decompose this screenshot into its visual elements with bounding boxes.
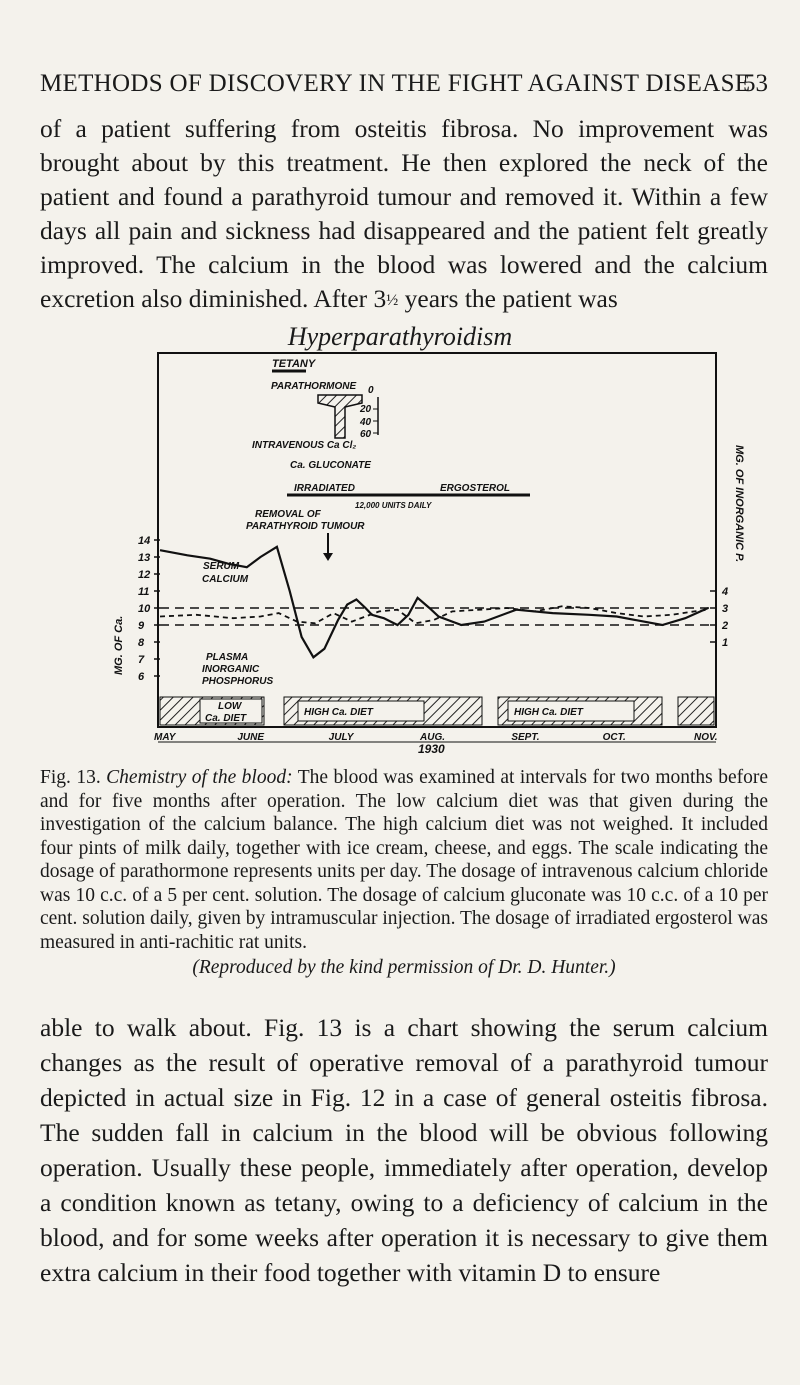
low-diet-label-2: Ca. DIET — [205, 713, 247, 724]
x-axis-month-label: JUNE — [237, 732, 265, 743]
caption-fig-label: Fig. 13. — [40, 767, 101, 788]
intravenous-label: INTRAVENOUS Ca Cl₂ — [252, 440, 357, 451]
right-axis-tick-label: 3 — [722, 603, 729, 615]
caption-fig-title: Chemistry of the blood: — [106, 767, 293, 788]
right-axis-tick-label: 2 — [722, 620, 729, 632]
left-axis-tick-label: 8 — [138, 637, 145, 649]
serum-label-1: SERUM — [203, 561, 240, 572]
paragraph-1 — [40, 112, 768, 318]
left-axis-tick-label: 11 — [138, 586, 150, 598]
tetany-label: TETANY — [272, 358, 316, 370]
left-axis-tick-label: 9 — [138, 620, 145, 632]
paragraph-1-text-b: years the patient was — [398, 284, 618, 313]
figure-title: Hyperparathyroidism — [287, 322, 513, 351]
page-header — [40, 70, 768, 110]
plasma-label-1: PLASMA — [206, 652, 249, 663]
x-axis-month-label: AUG. — [420, 732, 445, 743]
right-axis-tick-label: 4 — [722, 586, 729, 598]
left-axis-label: MG. OF Ca. — [113, 615, 125, 675]
x-axis-month-label: SEPT. — [511, 732, 540, 743]
page-number: 53 — [743, 70, 768, 97]
running-title: METHODS OF DISCOVERY IN THE FIGHT AGAINST DISEASE — [40, 70, 751, 97]
paragraph-1-text-a: of a patient suffering from osteitis fibrosa. No improvement was brought about by this treatment. He then explored the neck of the patient and found a parathyroid tumour and removed it. Within a few days all pain and sickness had disappeared and the patient felt greatly improved. The calcium in the blood was lowered and the calcium excretion also diminished. After 3 — [40, 114, 768, 313]
ergosterol-label: ERGOSTEROL — [440, 483, 511, 494]
parathormone-label: PARATHORMONE — [271, 381, 357, 392]
right-axis-label: MG. OF INORGANIC P. — [733, 445, 745, 563]
x-axis-month-label: JULY — [328, 732, 354, 743]
parathormone-zero: 0 — [368, 385, 374, 396]
left-axis-tick-label: 7 — [138, 654, 145, 666]
chemistry-chart — [0, 345, 800, 765]
gluconate-label: Ca. GLUCONATE — [290, 460, 371, 471]
left-axis-tick-label: 10 — [138, 603, 151, 615]
high-diet-label-1: HIGH Ca. DIET — [304, 707, 373, 718]
parathormone-scale-20: 20 — [360, 404, 372, 415]
irradiated-label: IRRADIATED — [294, 483, 355, 494]
removal-label-1: REMOVAL OF — [255, 509, 321, 520]
plasma-label-2: INORGANIC — [202, 664, 260, 675]
units-daily-label: 12,000 UNITS DAILY — [355, 501, 432, 510]
paragraph-2: able to walk about. Fig. 13 is a chart showing the serum calcium changes as the result of operative removal of a parathyroid tumour depicted in actual size in Fig. 12 in a case of general osteitis fibrosa. The sudden fall in calcium in the blood will be obvious following operation. Usually these people, immediately after operation, develop a condition known as tetany, owing to a deficiency of calcium in the blood, and for some weeks after operation it is necessary to give them extra calcium in their food together with vitamin D to ensure — [40, 1013, 768, 1287]
caption-credit: (Reproduced by the kind permission of Dr. D. Hunter.) — [192, 957, 616, 978]
x-axis-month-label: NOV. — [694, 732, 718, 743]
removal-label-2: PARATHYROID TUMOUR — [246, 521, 365, 532]
figure-caption — [40, 766, 768, 980]
removal-arrowhead — [323, 553, 333, 561]
plasma-label-3: PHOSPHORUS — [202, 676, 274, 687]
low-diet-label-1: LOW — [218, 701, 242, 712]
plasma-phosphorus-line — [160, 606, 708, 623]
high-diet-bar-3 — [678, 697, 714, 725]
left-axis-tick-label: 14 — [138, 535, 151, 547]
parathormone-scale-60: 60 — [360, 429, 372, 440]
year-label: 1930 — [418, 742, 445, 756]
parathormone-scale-40: 40 — [360, 417, 372, 428]
high-diet-label-2: HIGH Ca. DIET — [514, 707, 583, 718]
parathormone-dose-shape — [318, 395, 362, 438]
left-axis-tick-label: 13 — [138, 552, 151, 564]
serum-label-2: CALCIUM — [202, 574, 249, 585]
caption-body: The blood was examined at intervals for two months before and for five months after operation. The low calcium diet was that given during the investigation of the calcium balance. The high calcium diet was not weighed. It included four pints of milk daily, together with ice cream, cheese, and eggs. The scale indicating the dosage of parathormone represents units per day. The dosage of intravenous calcium chloride was 10 c.c. of a 5 per cent. solution. The dosage of calcium gluconate was 10 c.c. of a 10 per cent. solution daily, given by intramuscular injection. The dosage of irradiated ergosterol was measured in anti-rachitic rat units. — [40, 767, 769, 953]
x-axis-month-label: OCT. — [602, 732, 626, 743]
serum-calcium-line — [160, 547, 708, 658]
left-axis-tick-label: 12 — [138, 569, 151, 581]
right-axis-tick-label: 1 — [722, 637, 729, 649]
fraction-one-half: ½ — [386, 292, 399, 310]
left-axis-tick-label: 6 — [138, 671, 145, 683]
x-axis-month-label: MAY — [154, 732, 176, 743]
